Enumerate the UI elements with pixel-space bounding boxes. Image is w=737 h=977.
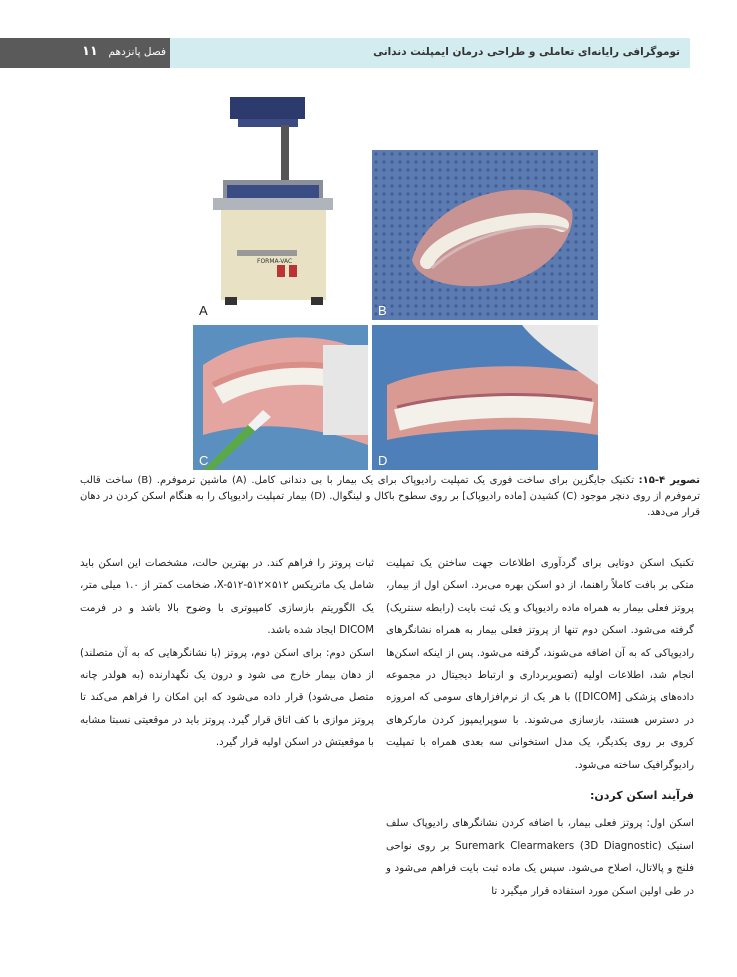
left-column: [80, 553, 374, 755]
coating-denture-photo: [193, 325, 368, 470]
radiopaque-template-photo: [372, 325, 598, 470]
running-title: توموگرافی رایانه‌ای تعاملی و طراحی درمان ایمپلنت دندانی: [373, 46, 680, 58]
panel-label-c: C: [199, 453, 209, 468]
figure-caption: [80, 473, 700, 521]
chapter-label: فصل پانزدهم: [108, 46, 166, 58]
panel-label-d: D: [378, 453, 388, 468]
panel-label-a: A: [199, 303, 208, 318]
right-column: [386, 553, 694, 903]
figure-panel-d: [372, 325, 598, 470]
page-header: [0, 38, 690, 68]
figure-panel-c: [193, 325, 368, 470]
header-title-block: [170, 38, 690, 68]
right-paragraph-2: اسکن اول: پروتز فعلی بیمار، با اضافه کردن نشانگرهای رادیوپاک سلف استیک Suremark Clearmakers (3D Diagnostic) بر روی نواحی فلنج و پالاتال، اصلاح می‌شود. سپس یک ماده ثبت بایت فراهم می‌شود و در طی اولین اسکن مورد استفاده قرار میگیرد تا: [386, 818, 694, 897]
caption-number: تصویر ۴-۱۵:: [638, 475, 700, 486]
left-paragraph-2: اسکن دوم: برای اسکن دوم، پروتز (با نشانگرهایی که به آن متصلند) از دهان بیمار خارج می شود و درون یک نگهدارنده (به هولدر چانه متصل می‌شود) قرار داده می‌شود که این امکان را فراهم می‌کند تا پروتز موازی با کف اتاق قرار گیرد. پروتز باید در موقعیتی نسبتا مشابه با موقعیتش در اسکن اولیه قرار گیرد.: [80, 647, 374, 749]
figure-panel-b: [372, 150, 598, 320]
page-number: ۱۱: [82, 44, 98, 59]
machine-brand-text: FORMA-VAC: [257, 258, 293, 265]
section-heading: فرآیند اسکن کردن:: [589, 789, 694, 803]
vacuum-machine-illustration: [193, 85, 363, 320]
panel-label-b: B: [378, 303, 387, 318]
thermoformed-template-photo: [372, 150, 598, 320]
left-paragraph-1: ثبات پروتز را فراهم کند. در بهترین حالت، مشخصات این اسکن باید شامل یک ماتریکس ۵۱۲×۵۱۲-X-۵۱۲، ضخامت کمتر از ۱.۰ میلی متر، یک الگوریتم بازسازی کامپیوتری با وضوح بالا باشد و در فرمت DICOM ایجاد شده باشد.: [80, 558, 374, 637]
figure-panel-a: [193, 85, 363, 320]
right-paragraph-1: تکنیک اسکن دوتایی برای گردآوری اطلاعات جهت ساختن یک تمپلیت متکی بر بافت کاملاً راهنما، از دو اسکن بهره می‌برد. اسکن اول از بیمار، پروتز فعلی بیمار به همراه ماده رادیوپاک و یک ثبت بایت (رابطه سنتریک) گرفته می‌شود. اسکن دوم تنها از پروتز فعلی بیمار به همراه نشانگرهای رادیوپاکی که به آن اضافه می‌شوند، گرفته می‌شود. پس از اینکه اسکن‌ها انجام شد، اطلاعات اولیه (تصویربرداری و ارتباط دیجیتال در مجموعه داده‌های پزشکی [DICOM]) با هر یک از نرم‌افزارهای سومی که امروزه در دسترس هستند، بازسازی می‌شوند. با سوپرایمپوز کردن مارکرهای کروی بر روی یکدیگر، یک مدل استخوانی سه بعدی همراه با تمپلیت رادیوگرافیک ساخته می‌شود.: [386, 558, 694, 771]
header-chapter-block: [0, 38, 170, 68]
caption-text: تکنیک جایگزین برای ساخت فوری یک تمپلیت رادیوپاک برای یک بیمار با بی دندانی کامل. (A) ماشین ترموفرم. (B) ساخت قالب ترموفرم از روی دنچر موجود (C) کشیدن [ماده رادیوپاک] بر روی سطوح باکال و لینگوال. (D) بیمار تمپلیت رادیوپاک را به هنگام اسکن کردن در دهان قرار می‌دهد.: [80, 475, 700, 518]
